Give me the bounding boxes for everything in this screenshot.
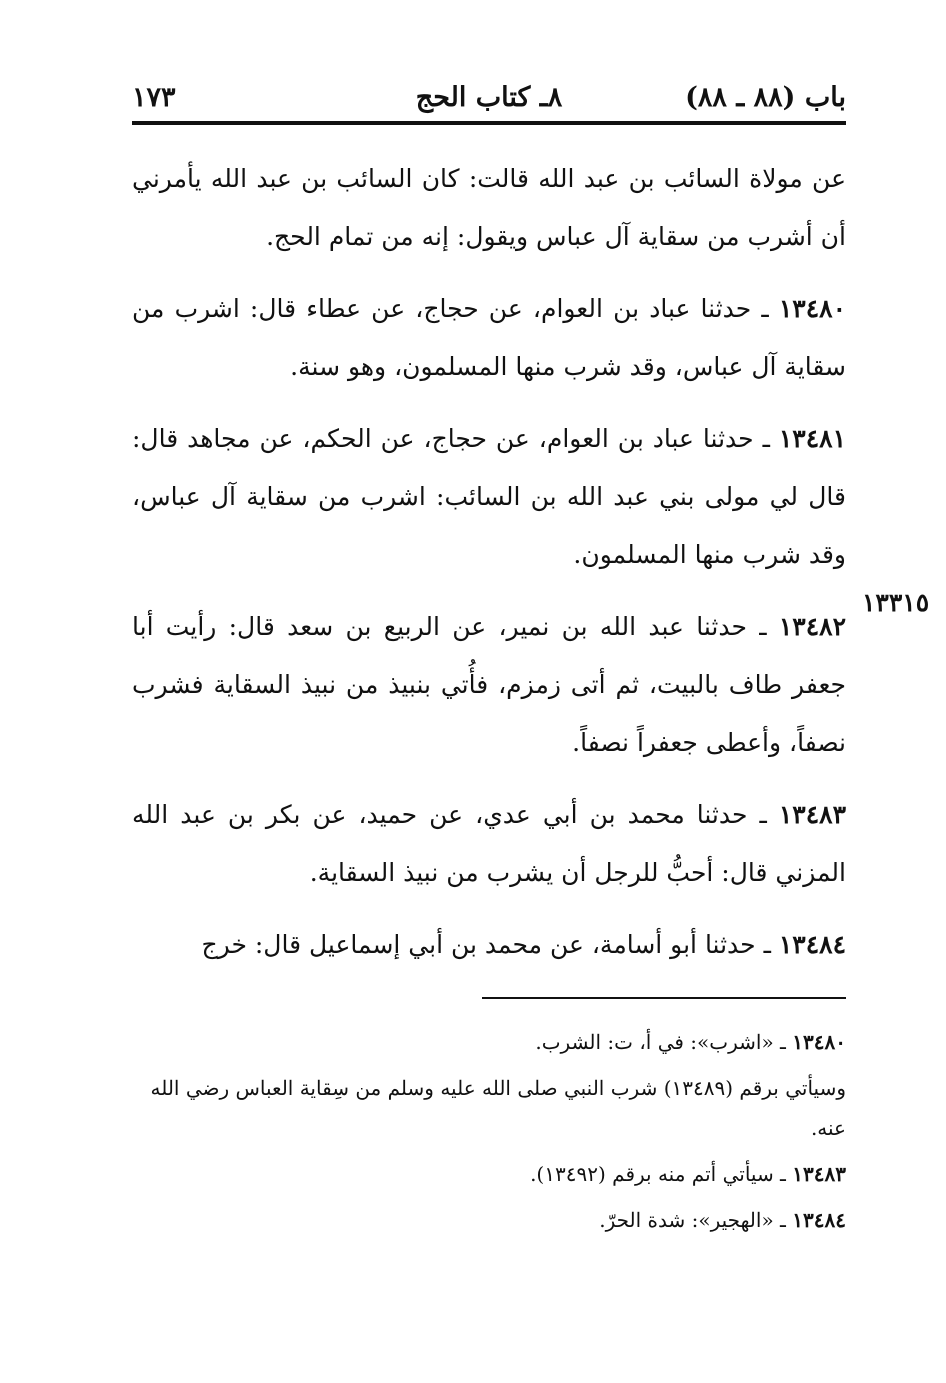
paragraph-text: ـ حدثنا أبو أسامة، عن محمد بن أبي إسماعيل قال: خرج [201,930,779,959]
paragraph-text: عن مولاة السائب بن عبد الله قالت: كان السائب بن عبد الله يأمرني أن أشرب من سقاية آل عباس ويقول: إنه من تمام الحج. [132,164,846,251]
footnote-rule [482,997,846,999]
paragraph [132,598,846,772]
paragraph-text: ـ حدثنا محمد بن أبي عدي، عن حميد، عن بكر بن عبد الله المزني قال: أحبُّ للرجل أن يشرب من نبيذ السقاية. [132,800,846,887]
footnote-number: ١٣٤٨٤ [792,1208,846,1232]
footnote-text: ـ «اشرب»: في أ، ت: الشرب. [535,1030,793,1054]
hadith-number: ١٣٤٨٤ [778,930,846,959]
paragraph-text: ـ حدثنا عباد بن العوام، عن حجاج، عن عطاء قال: اشرب من سقاية آل عباس، وقد شرب منها المسلمون، وهو سنة. [132,294,846,381]
hadith-number: ١٣٤٨٠ [778,294,846,323]
page-number: ١٧٣ [132,82,176,113]
paragraph-text: ـ حدثنا عبد الله بن نمير، عن الربيع بن سعد قال: رأيت أبا جعفر طاف بالبيت، ثم أتى زمزم، فأُتي بنبيذ من نبيذ السقاية فشرب نصفاً، وأعطى جعفراً نصفاً. [132,612,847,757]
hadith-number: ١٣٤٨٢ [778,612,846,641]
paragraph [132,410,846,584]
footnote [132,1068,846,1148]
footnote [132,1154,846,1194]
header-rule [132,121,846,125]
footnote-number: ١٣٤٨٣ [792,1162,846,1186]
footnote-number: ١٣٤٨٠ [792,1030,846,1054]
paragraph-text: ـ حدثنا عباد بن العوام، عن حجاج، عن الحكم، عن مجاهد قال: قال لي مولى بني عبد الله بن السائب: اشرب من سقاية آل عباس، وقد شرب منها المسلمون. [132,424,846,569]
footnote-text: ـ «الهجير»: شدة الحرّ. [599,1208,793,1232]
paragraph [132,150,846,266]
paragraph [132,916,846,974]
page-header [132,78,846,122]
footnote-text: وسيأتي برقم (١٣٤٨٩) شرب النبي صلى الله عليه وسلم من سِقاية العباس رضي الله عنه. [150,1076,846,1140]
footnote [132,1200,846,1240]
chapter-reference: باب (٨٨ ـ ٨٨) [685,82,846,113]
footnote [132,1022,846,1062]
paragraph [132,786,846,902]
book-title: ٨ـ كتاب الحج [415,82,563,113]
hadith-number: ١٣٤٨٣ [778,800,846,829]
main-text [132,150,846,988]
footnotes [132,1022,846,1246]
margin-number: ١٣٣١٥ [862,588,930,617]
hadith-number: ١٣٤٨١ [778,424,846,453]
footnote-text: ـ سيأتي أتم منه برقم (١٣٤٩٢). [530,1162,793,1186]
paragraph [132,280,846,396]
